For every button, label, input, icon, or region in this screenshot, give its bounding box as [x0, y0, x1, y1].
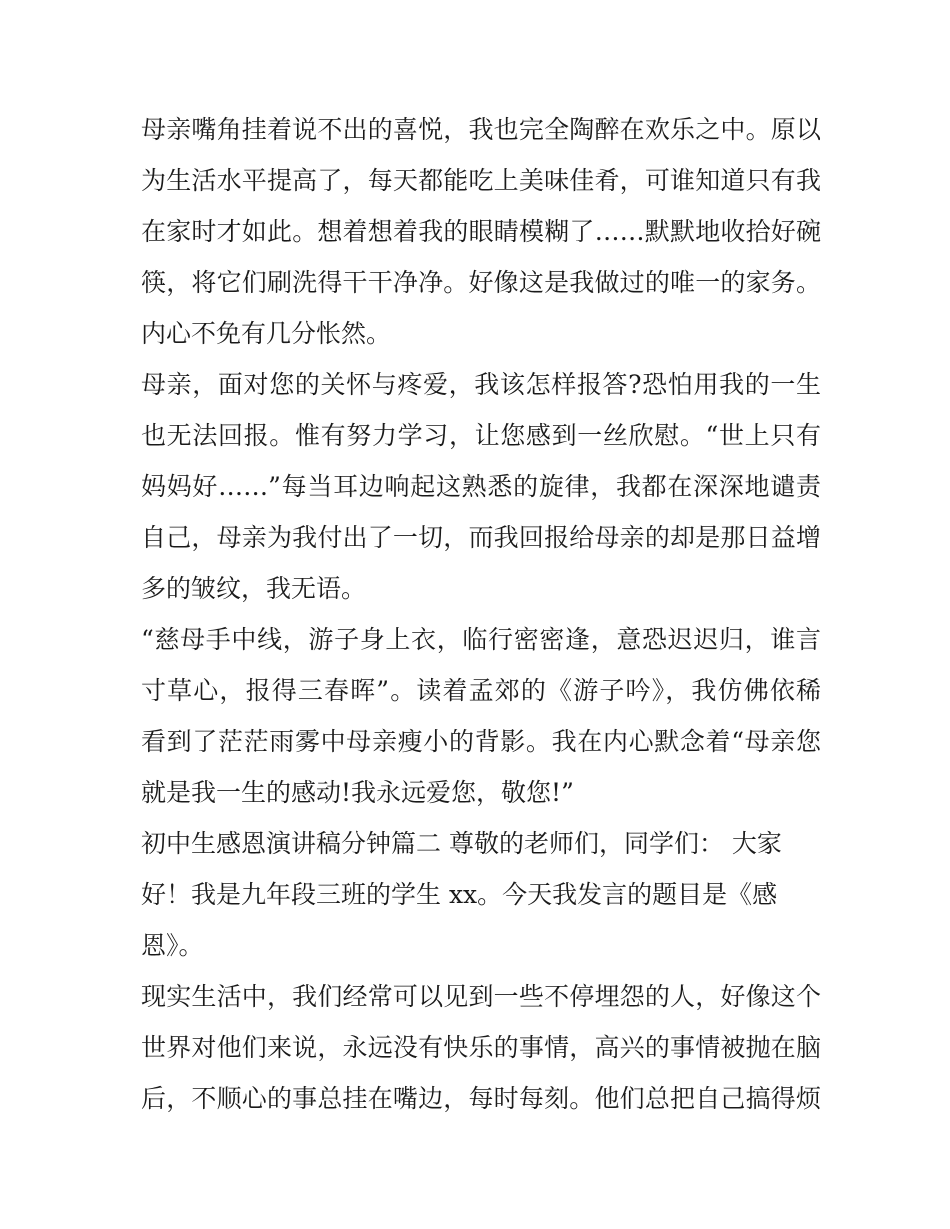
text-line-7: 也无法回报。惟有努力学习，让您感到一丝欣慰。“世上只有: [141, 421, 821, 450]
text-line-13: 看到了茫茫雨雾中母亲瘦小的背影。我在内心默念着“母亲您: [141, 727, 821, 756]
document-body: [141, 104, 821, 1124]
text-line-9: 自己，母亲为我付出了一切，而我回报给母亲的却是那日益增: [141, 523, 821, 552]
text-line-19: 世界对他们来说，永远没有快乐的事情，高兴的事情被抛在脑: [141, 1033, 821, 1062]
text-line-4: 筷，将它们刷洗得干干净净。好像这是我做过的唯一的家务。: [141, 268, 821, 297]
text-line-8: 妈妈好……”每当耳边响起这熟悉的旋律，我都在深深地谴责: [141, 472, 821, 501]
text-line-20: 后，不顺心的事总挂在嘴边，每时每刻。他们总把自己搞得烦: [141, 1084, 821, 1113]
text-line-5: 内心不免有几分怅然。: [141, 319, 392, 348]
text-line-11: “慈母手中线，游子身上衣，临行密密逢，意恐迟迟归，谁言: [141, 625, 821, 654]
text-line-17: 恩》。: [141, 931, 204, 960]
text-line-16: 好！我是九年段三班的学生 xx。今天我发言的题目是《感: [141, 880, 778, 909]
text-line-10: 多的皱纹，我无语。: [141, 574, 367, 603]
text-line-14: 就是我一生的感动!我永远爱您，敬您!”: [141, 778, 574, 807]
text-line-3: 在家时才如此。想着想着我的眼睛模糊了……默默地收拾好碗: [141, 217, 821, 246]
text-line-18: 现实生活中，我们经常可以见到一些不停埋怨的人，好像这个: [141, 982, 821, 1011]
text-line-15: 初中生感恩演讲稿分钟篇二 尊敬的老师们，同学们： 大家: [141, 829, 782, 858]
text-line-1: 母亲嘴角挂着说不出的喜悦，我也完全陶醉在欢乐之中。原以: [141, 115, 821, 144]
text-line-2: 为生活水平提高了，每天都能吃上美味佳肴，可谁知道只有我: [141, 166, 821, 195]
text-line-6: 母亲，面对您的关怀与疼爱，我该怎样报答?恐怕用我的一生: [141, 370, 821, 399]
text-line-12: 寸草心，报得三春晖”。读着孟郊的《游子吟》，我仿佛依稀: [141, 676, 821, 705]
